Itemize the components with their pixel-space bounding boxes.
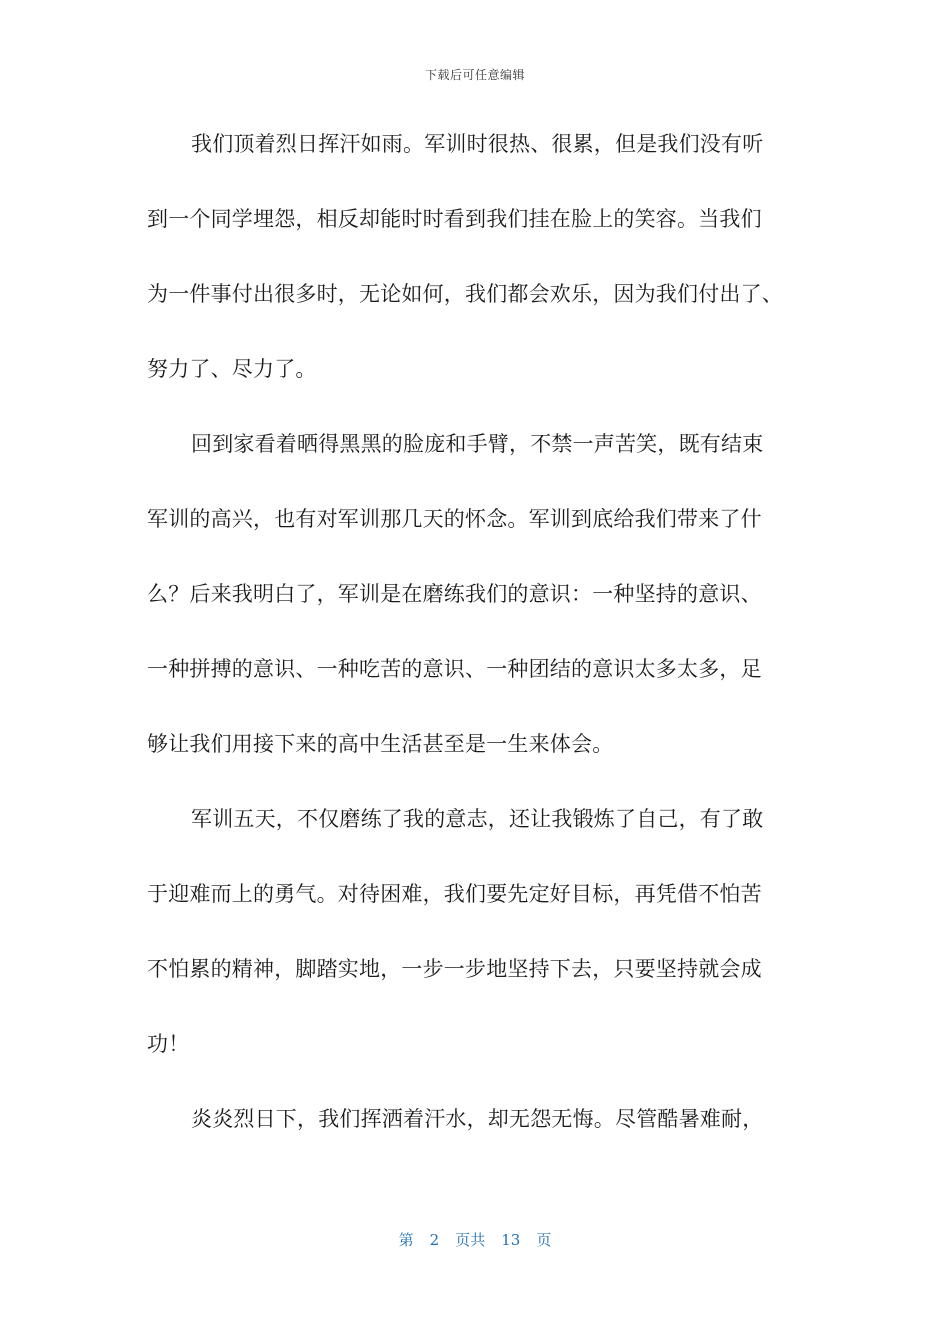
paragraph-3-line-2: 于迎难而上的勇气。对待困难，我们要先定好目标，再凭借不怕苦 (147, 882, 762, 906)
current-page-number: 2 (429, 1231, 440, 1249)
paragraph-2-line-1: 回到家看着晒得黑黑的脸庞和手臂，不禁一声苦笑，既有结束 (191, 432, 764, 456)
paragraph-3-line-4: 功！ (147, 1032, 190, 1056)
paragraph-1-line-3: 为一件事付出很多时，无论如何，我们都会欢乐，因为我们付出了、 (147, 282, 783, 306)
paragraph-1-line-2: 到一个同学埋怨，相反却能时时看到我们挂在脸上的笑容。当我们 (147, 207, 762, 231)
paragraph-2-line-3: 么？后来我明白了，军训是在磨练我们的意识：一种坚持的意识、 (147, 582, 762, 606)
paragraph-3-line-3: 不怕累的精神，脚踏实地，一步一步地坚持下去，只要坚持就会成 (147, 957, 762, 981)
paragraph-1-line-1: 我们顶着烈日挥汗如雨。军训时很热、很累，但是我们没有听 (191, 132, 764, 156)
paragraph-1-line-4: 努力了、尽力了。 (147, 357, 317, 381)
paragraph-4-line-1: 炎炎烈日下，我们挥洒着汗水，却无怨无悔。尽管酷暑难耐， (191, 1107, 764, 1131)
page-footer (0, 1229, 950, 1250)
page-header: 下载后可任意编辑 (424, 68, 525, 82)
paragraph-2-line-4: 一种拼搏的意识、一种吃苦的意识、一种团结的意识太多太多，足 (147, 657, 762, 681)
total-pages-number: 13 (501, 1231, 521, 1249)
paragraph-2-line-5: 够让我们用接下来的高中生活甚至是一生来体会。 (147, 732, 614, 756)
page-label-suffix: 页 (536, 1231, 552, 1249)
paragraph-3-line-1: 军训五天，不仅磨练了我的意志，还让我锻炼了自己，有了敢 (191, 807, 764, 831)
page-label-mid: 页共 (455, 1231, 486, 1249)
page-label-prefix: 第 (398, 1231, 414, 1249)
paragraph-2-line-2: 军训的高兴，也有对军训那几天的怀念。军训到底给我们带来了什 (147, 507, 762, 531)
